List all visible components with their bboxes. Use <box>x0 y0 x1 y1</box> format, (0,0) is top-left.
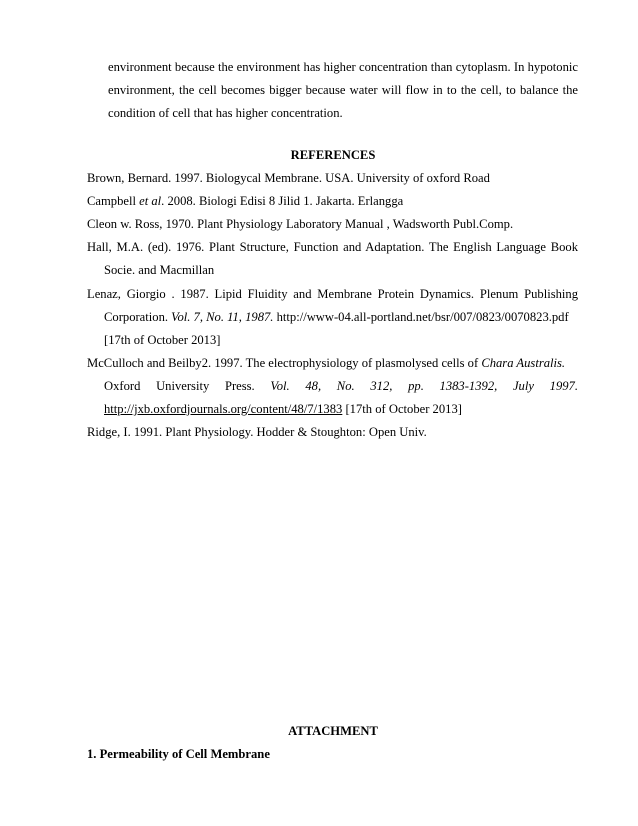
reference-hall-line-1: Hall, M.A. (ed). 1976. Plant Structure, Function and Adaptation. The English Language Book <box>87 240 578 254</box>
reference-mcculloch-link[interactable]: http://jxb.oxfordjournals.org/content/48/7/1383 <box>104 402 343 416</box>
reference-campbell <box>87 193 403 209</box>
reference-lenaz-line-3: [17th of October 2013] <box>104 333 221 347</box>
attachment-item-1: 1. Permeability of Cell Membrane <box>87 747 270 761</box>
reference-lenaz-line-2 <box>104 309 569 325</box>
reference-mcculloch-line-1 <box>87 355 565 371</box>
reference-campbell-etal: et al <box>139 194 162 208</box>
intro-line-2: environment, the cell becomes bigger because water will flow in to the cell, to balance the <box>108 83 578 97</box>
reference-lenaz-url: http://www-04.all-portland.net/bsr/007/0823/0070823.pdf <box>273 310 569 324</box>
reference-mcculloch-species: Chara Australis. <box>481 356 566 370</box>
reference-hall-line-2: Socie. and Macmillan <box>104 263 215 277</box>
reference-lenaz-publisher: Corporation. <box>104 310 172 324</box>
reference-lenaz-line-1: Lenaz, Giorgio . 1987. Lipid Fluidity and Membrane Protein Dynamics. Plenum Publishing <box>87 287 578 301</box>
reference-mcculloch-publisher: Oxford University Press. <box>104 379 271 393</box>
reference-cleon: Cleon w. Ross, 1970. Plant Physiology Laboratory Manual , Wadsworth Publ.Comp. <box>87 217 514 231</box>
attachment-heading: ATTACHMENT <box>288 724 378 738</box>
intro-line-3: condition of cell that has higher concentration. <box>108 106 343 120</box>
reference-campbell-author: Campbell <box>87 194 140 208</box>
reference-mcculloch-volume: Vol. 48, No. 312, pp. 1383-1392, July 1997. <box>270 379 578 393</box>
reference-mcculloch-line-3 <box>104 401 462 417</box>
reference-ridge: Ridge, I. 1991. Plant Physiology. Hodder & Stoughton: Open Univ. <box>87 425 427 439</box>
reference-lenaz-volume: Vol. 7, No. 11, 1987. <box>171 310 274 324</box>
reference-campbell-rest: . 2008. Biologi Edisi 8 Jilid 1. Jakarta. Erlangga <box>161 194 404 208</box>
references-heading: REFERENCES <box>290 148 376 162</box>
reference-mcculloch-date: [17th of October 2013] <box>342 402 462 416</box>
reference-brown: Brown, Bernard. 1997. Biologycal Membrane. USA. University of oxford Road <box>87 171 490 185</box>
reference-mcculloch-line-2 <box>104 378 578 394</box>
reference-mcculloch-title: McCulloch and Beilby2. 1997. The electrophysiology of plasmolysed cells of <box>87 356 482 370</box>
intro-line-1: environment because the environment has higher concentration than cytoplasm. In hypotonic <box>108 60 578 74</box>
